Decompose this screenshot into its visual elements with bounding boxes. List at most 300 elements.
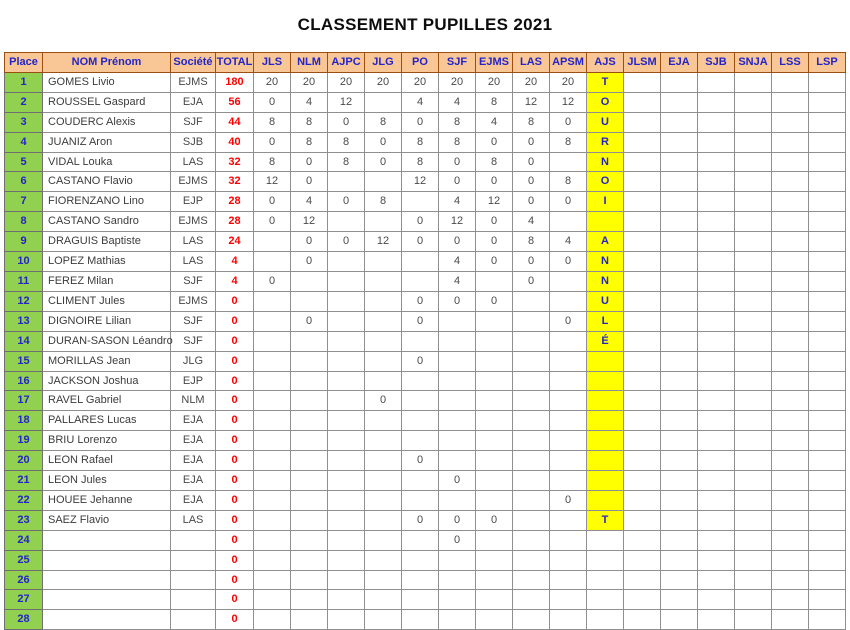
score-cell	[254, 371, 291, 391]
score-cell	[772, 291, 809, 311]
score-cell	[772, 391, 809, 411]
score-cell	[328, 311, 365, 331]
score-cell	[513, 590, 550, 610]
score-cell	[513, 331, 550, 351]
score-cell	[735, 331, 772, 351]
classement-table	[4, 52, 846, 630]
score-cell	[291, 530, 328, 550]
score-cell: 0	[254, 192, 291, 212]
score-cell: 4	[439, 92, 476, 112]
table-row	[5, 252, 846, 272]
total-cell: 0	[216, 570, 254, 590]
score-cell	[550, 271, 587, 291]
name-cell	[43, 550, 171, 570]
score-cell: 0	[402, 451, 439, 471]
score-cell	[698, 490, 735, 510]
column-header-jlg: JLG	[365, 53, 402, 73]
score-cell	[291, 510, 328, 530]
score-cell	[661, 451, 698, 471]
score-cell: 0	[439, 172, 476, 192]
score-cell	[661, 311, 698, 331]
score-cell	[291, 550, 328, 570]
score-cell	[513, 411, 550, 431]
score-cell	[624, 590, 661, 610]
score-cell	[698, 172, 735, 192]
score-cell	[809, 610, 846, 630]
score-cell	[365, 371, 402, 391]
place-cell: 23	[5, 510, 43, 530]
ajs-score-cell: I	[587, 192, 624, 212]
score-cell	[661, 391, 698, 411]
score-cell	[661, 72, 698, 92]
name-cell: COUDERC Alexis	[43, 112, 171, 132]
place-cell: 8	[5, 212, 43, 232]
score-cell	[513, 510, 550, 530]
score-cell	[698, 471, 735, 491]
score-cell	[328, 212, 365, 232]
score-cell	[624, 431, 661, 451]
score-cell: 8	[550, 132, 587, 152]
table-row	[5, 471, 846, 491]
score-cell: 0	[328, 232, 365, 252]
score-cell	[402, 431, 439, 451]
score-cell: 0	[365, 391, 402, 411]
score-cell	[476, 411, 513, 431]
score-cell	[550, 610, 587, 630]
ajs-score-cell: U	[587, 291, 624, 311]
place-cell: 2	[5, 92, 43, 112]
score-cell: 0	[291, 252, 328, 272]
score-cell: 8	[254, 152, 291, 172]
total-cell: 4	[216, 271, 254, 291]
ajs-score-cell: O	[587, 92, 624, 112]
name-cell: DRAGUIS Baptiste	[43, 232, 171, 252]
score-cell	[624, 232, 661, 252]
score-cell	[772, 112, 809, 132]
club-cell: EJP	[171, 371, 216, 391]
score-cell	[809, 311, 846, 331]
score-cell: 12	[402, 172, 439, 192]
score-cell	[328, 252, 365, 272]
place-cell: 24	[5, 530, 43, 550]
score-cell	[476, 311, 513, 331]
score-cell	[550, 291, 587, 311]
score-cell	[735, 471, 772, 491]
score-cell: 4	[439, 252, 476, 272]
score-cell	[365, 311, 402, 331]
score-cell	[550, 371, 587, 391]
score-cell: 20	[439, 72, 476, 92]
club-cell	[171, 570, 216, 590]
score-cell	[291, 451, 328, 471]
score-cell	[772, 331, 809, 351]
score-cell: 0	[328, 192, 365, 212]
score-cell	[439, 351, 476, 371]
score-cell	[698, 291, 735, 311]
name-cell: LOPEZ Mathias	[43, 252, 171, 272]
score-cell	[476, 610, 513, 630]
score-cell	[402, 192, 439, 212]
score-cell: 4	[402, 92, 439, 112]
name-cell	[43, 610, 171, 630]
score-cell	[476, 451, 513, 471]
total-cell: 56	[216, 92, 254, 112]
score-cell	[365, 490, 402, 510]
ajs-score-cell	[587, 391, 624, 411]
score-cell: 0	[476, 212, 513, 232]
score-cell	[809, 291, 846, 311]
place-cell: 27	[5, 590, 43, 610]
score-cell	[402, 391, 439, 411]
score-cell	[254, 232, 291, 252]
score-cell	[698, 112, 735, 132]
score-cell	[698, 92, 735, 112]
table-row	[5, 331, 846, 351]
score-cell	[439, 451, 476, 471]
score-cell	[772, 371, 809, 391]
score-cell	[661, 371, 698, 391]
score-cell: 8	[254, 112, 291, 132]
score-cell	[439, 550, 476, 570]
header-row	[5, 53, 846, 73]
score-cell	[476, 570, 513, 590]
column-header-snja: SNJA	[735, 53, 772, 73]
name-cell: JUANIZ Aron	[43, 132, 171, 152]
table-row	[5, 212, 846, 232]
score-cell	[698, 391, 735, 411]
total-cell: 0	[216, 490, 254, 510]
score-cell: 20	[550, 72, 587, 92]
score-cell	[513, 490, 550, 510]
score-cell	[550, 431, 587, 451]
score-cell: 8	[291, 132, 328, 152]
column-header-lsp: LSP	[809, 53, 846, 73]
score-cell	[402, 371, 439, 391]
score-cell	[624, 92, 661, 112]
score-cell	[698, 510, 735, 530]
total-cell: 32	[216, 152, 254, 172]
name-cell: CASTANO Sandro	[43, 212, 171, 232]
total-cell: 0	[216, 411, 254, 431]
club-cell: EJA	[171, 490, 216, 510]
score-cell	[809, 371, 846, 391]
score-cell: 4	[439, 192, 476, 212]
name-cell: FEREZ Milan	[43, 271, 171, 291]
score-cell	[661, 271, 698, 291]
score-cell: 12	[365, 232, 402, 252]
score-cell: 0	[402, 311, 439, 331]
score-cell	[772, 132, 809, 152]
score-cell: 0	[402, 291, 439, 311]
total-cell: 0	[216, 590, 254, 610]
score-cell	[365, 570, 402, 590]
score-cell	[476, 271, 513, 291]
column-header-societe: Société	[171, 53, 216, 73]
table-row	[5, 590, 846, 610]
score-cell	[809, 550, 846, 570]
name-cell: LEON Jules	[43, 471, 171, 491]
score-cell	[624, 152, 661, 172]
score-cell: 0	[254, 92, 291, 112]
table-body	[5, 72, 846, 629]
score-cell	[661, 112, 698, 132]
score-cell	[661, 172, 698, 192]
column-header-ajpc: AJPC	[328, 53, 365, 73]
score-cell	[365, 271, 402, 291]
ajs-score-cell: L	[587, 311, 624, 331]
place-cell: 25	[5, 550, 43, 570]
score-cell	[476, 471, 513, 491]
score-cell	[661, 590, 698, 610]
score-cell	[402, 570, 439, 590]
score-cell	[735, 192, 772, 212]
score-cell	[513, 351, 550, 371]
table-row	[5, 271, 846, 291]
club-cell	[171, 530, 216, 550]
score-cell	[254, 570, 291, 590]
score-cell: 20	[254, 72, 291, 92]
ajs-score-cell	[587, 610, 624, 630]
score-cell	[735, 451, 772, 471]
score-cell	[809, 490, 846, 510]
score-cell	[550, 550, 587, 570]
score-cell	[661, 192, 698, 212]
place-cell: 5	[5, 152, 43, 172]
score-cell	[365, 550, 402, 570]
score-cell	[254, 550, 291, 570]
score-cell: 0	[254, 132, 291, 152]
score-cell: 4	[550, 232, 587, 252]
score-cell	[809, 132, 846, 152]
score-cell	[402, 471, 439, 491]
score-cell	[624, 112, 661, 132]
score-cell: 0	[550, 311, 587, 331]
score-cell	[624, 490, 661, 510]
score-cell: 0	[439, 471, 476, 491]
total-cell: 180	[216, 72, 254, 92]
score-cell	[661, 232, 698, 252]
score-cell	[809, 192, 846, 212]
score-cell	[698, 371, 735, 391]
score-cell	[328, 570, 365, 590]
club-cell: EJA	[171, 471, 216, 491]
score-cell: 0	[291, 311, 328, 331]
score-cell	[624, 192, 661, 212]
score-cell	[439, 570, 476, 590]
score-cell	[254, 391, 291, 411]
score-cell	[698, 232, 735, 252]
place-cell: 7	[5, 192, 43, 212]
score-cell	[550, 471, 587, 491]
score-cell	[809, 252, 846, 272]
score-cell	[735, 311, 772, 331]
score-cell	[698, 590, 735, 610]
score-cell: 20	[476, 72, 513, 92]
place-cell: 19	[5, 431, 43, 451]
score-cell	[661, 351, 698, 371]
score-cell	[698, 331, 735, 351]
score-cell	[624, 451, 661, 471]
score-cell	[624, 172, 661, 192]
total-cell: 28	[216, 212, 254, 232]
club-cell: EJA	[171, 411, 216, 431]
score-cell	[809, 431, 846, 451]
score-cell	[365, 212, 402, 232]
score-cell	[772, 172, 809, 192]
score-cell	[661, 471, 698, 491]
ajs-score-cell	[587, 550, 624, 570]
table-row	[5, 152, 846, 172]
table-row	[5, 371, 846, 391]
total-cell: 0	[216, 530, 254, 550]
score-cell	[291, 271, 328, 291]
score-cell	[328, 530, 365, 550]
score-cell: 0	[254, 212, 291, 232]
score-cell	[772, 271, 809, 291]
score-cell: 8	[328, 152, 365, 172]
club-cell: EJMS	[171, 72, 216, 92]
score-cell	[476, 371, 513, 391]
score-cell: 8	[291, 112, 328, 132]
score-cell	[661, 252, 698, 272]
club-cell: LAS	[171, 152, 216, 172]
score-cell	[624, 391, 661, 411]
score-cell	[624, 252, 661, 272]
score-cell	[254, 331, 291, 351]
score-cell	[698, 550, 735, 570]
score-cell: 0	[550, 112, 587, 132]
table-row	[5, 431, 846, 451]
column-header-place: Place	[5, 53, 43, 73]
score-cell: 0	[513, 192, 550, 212]
name-cell: BRIU Lorenzo	[43, 431, 171, 451]
score-cell: 8	[365, 192, 402, 212]
score-cell	[661, 490, 698, 510]
score-cell	[328, 331, 365, 351]
column-header-sjb: SJB	[698, 53, 735, 73]
total-cell: 0	[216, 331, 254, 351]
score-cell	[624, 271, 661, 291]
score-cell	[365, 291, 402, 311]
score-cell: 20	[291, 72, 328, 92]
score-cell	[735, 570, 772, 590]
place-cell: 17	[5, 391, 43, 411]
score-cell	[661, 331, 698, 351]
total-cell: 40	[216, 132, 254, 152]
score-cell	[661, 92, 698, 112]
place-cell: 18	[5, 411, 43, 431]
score-cell	[772, 490, 809, 510]
ajs-score-cell: N	[587, 252, 624, 272]
score-cell	[365, 331, 402, 351]
table-row	[5, 510, 846, 530]
score-cell	[439, 391, 476, 411]
place-cell: 4	[5, 132, 43, 152]
score-cell: 0	[402, 232, 439, 252]
score-cell	[809, 271, 846, 291]
score-cell	[624, 132, 661, 152]
club-cell: EJP	[171, 192, 216, 212]
name-cell: HOUEE Jehanne	[43, 490, 171, 510]
score-cell: 8	[439, 132, 476, 152]
score-cell	[550, 351, 587, 371]
score-cell	[254, 510, 291, 530]
score-cell	[550, 590, 587, 610]
club-cell: SJF	[171, 112, 216, 132]
score-cell: 20	[328, 72, 365, 92]
score-cell	[809, 471, 846, 491]
score-cell	[772, 311, 809, 331]
name-cell: RAVEL Gabriel	[43, 391, 171, 411]
score-cell	[550, 331, 587, 351]
score-cell	[809, 232, 846, 252]
score-cell	[328, 351, 365, 371]
score-cell	[661, 152, 698, 172]
column-header-po: PO	[402, 53, 439, 73]
column-header-nlm: NLM	[291, 53, 328, 73]
score-cell	[772, 510, 809, 530]
table-row	[5, 72, 846, 92]
score-cell	[328, 411, 365, 431]
score-cell	[291, 570, 328, 590]
score-cell	[254, 490, 291, 510]
name-cell: DIGNOIRE Lilian	[43, 311, 171, 331]
score-cell	[365, 92, 402, 112]
score-cell	[735, 490, 772, 510]
score-cell	[624, 510, 661, 530]
score-cell: 0	[476, 172, 513, 192]
score-cell	[328, 490, 365, 510]
score-cell	[439, 371, 476, 391]
score-cell	[809, 212, 846, 232]
score-cell	[550, 451, 587, 471]
score-cell	[661, 550, 698, 570]
score-cell	[772, 411, 809, 431]
score-cell: 20	[513, 72, 550, 92]
total-cell: 0	[216, 351, 254, 371]
score-cell	[476, 530, 513, 550]
score-cell	[735, 550, 772, 570]
table-row	[5, 411, 846, 431]
score-cell	[328, 510, 365, 530]
score-cell	[809, 391, 846, 411]
score-cell	[735, 411, 772, 431]
score-cell	[328, 610, 365, 630]
score-cell: 0	[513, 271, 550, 291]
score-cell	[513, 311, 550, 331]
score-cell	[809, 331, 846, 351]
club-cell: JLG	[171, 351, 216, 371]
score-cell	[809, 351, 846, 371]
club-cell: EJMS	[171, 212, 216, 232]
ajs-score-cell: U	[587, 112, 624, 132]
score-cell	[661, 431, 698, 451]
score-cell	[365, 252, 402, 272]
place-cell: 21	[5, 471, 43, 491]
total-cell: 4	[216, 252, 254, 272]
score-cell	[291, 371, 328, 391]
place-cell: 14	[5, 331, 43, 351]
table-row	[5, 490, 846, 510]
table-row	[5, 351, 846, 371]
score-cell	[254, 610, 291, 630]
table-row	[5, 570, 846, 590]
score-cell: 8	[328, 132, 365, 152]
score-cell: 0	[365, 152, 402, 172]
total-cell: 0	[216, 291, 254, 311]
score-cell	[291, 471, 328, 491]
score-cell	[735, 590, 772, 610]
